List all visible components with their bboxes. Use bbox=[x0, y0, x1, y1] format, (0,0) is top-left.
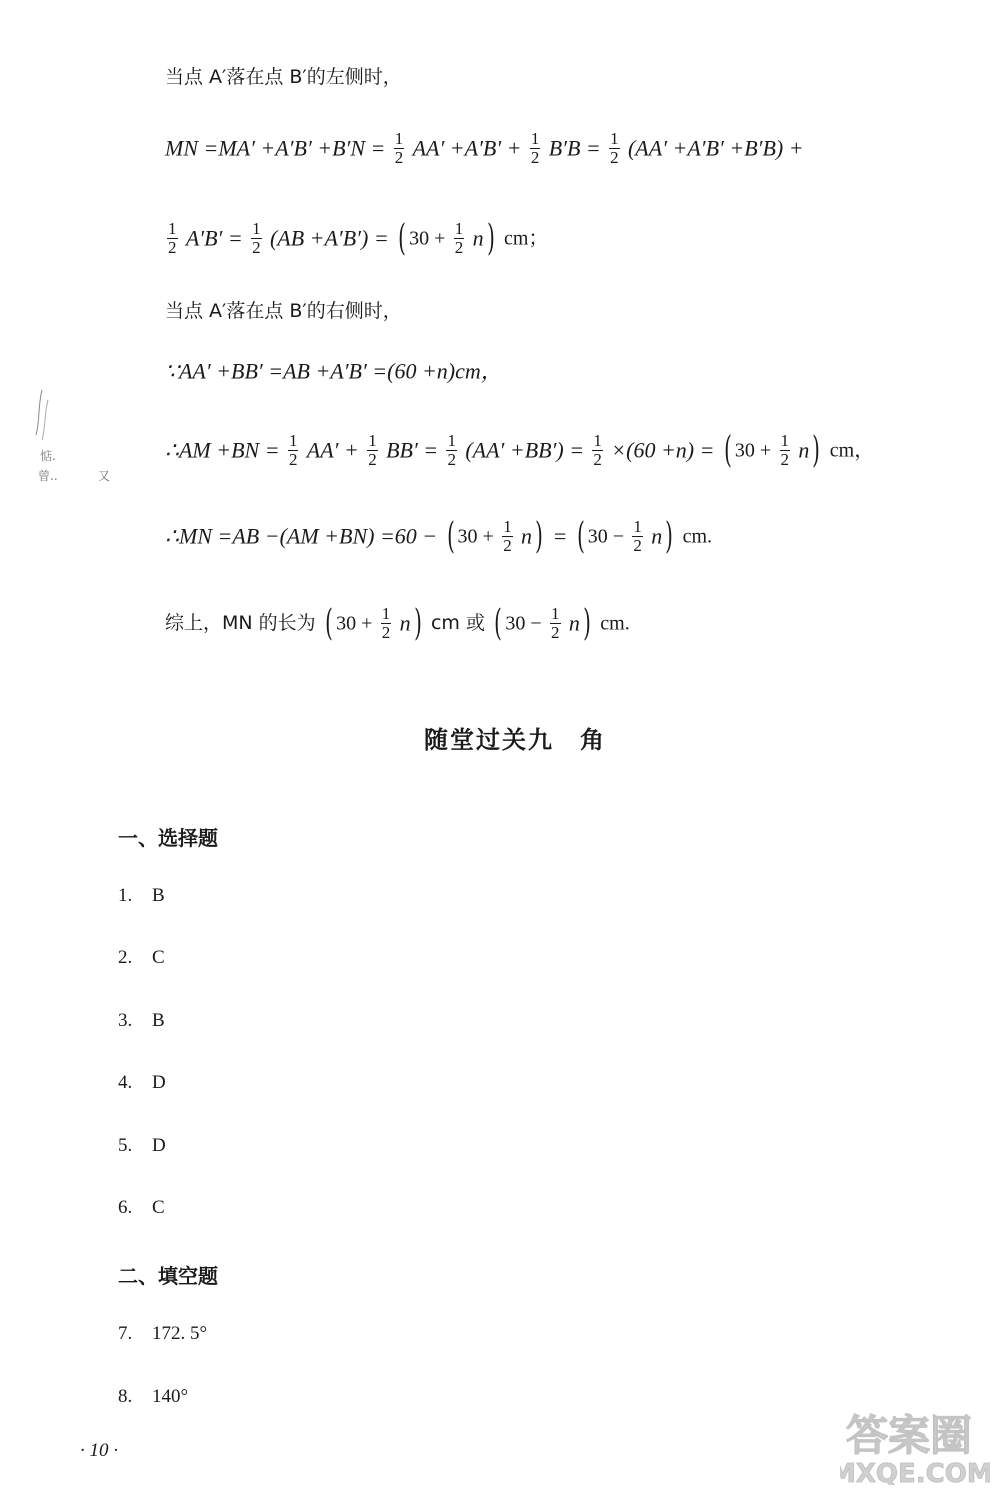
svg-text:惦.: 惦. bbox=[40, 449, 56, 463]
fraction-half: $\frac{1}{2}$ bbox=[288, 431, 298, 469]
answer-item: 3. B bbox=[118, 1010, 165, 1031]
fraction-half: $\frac{1}{2}$ bbox=[633, 517, 642, 555]
watermark-logo bbox=[840, 1400, 990, 1485]
fraction-half: $\frac{1}{2}$ bbox=[394, 129, 404, 167]
answer-item: 8. 140° bbox=[118, 1386, 189, 1407]
answer-item: 6. C bbox=[118, 1197, 165, 1218]
fraction-half: $\frac{1}{2}$ bbox=[780, 431, 790, 469]
answer-item: 5. D bbox=[118, 1135, 166, 1156]
page-number: · 10 · bbox=[80, 1440, 118, 1461]
fraction-half: $\frac{1}{2}$ bbox=[530, 129, 540, 167]
fraction-half: $\frac{1}{2}$ bbox=[447, 431, 456, 469]
fraction-half: $\frac{1}{2}$ bbox=[503, 517, 512, 555]
scan-artifact bbox=[30, 380, 120, 500]
answer-item: 7. 172. 5° bbox=[118, 1323, 208, 1344]
svg-text:曾..: 曾.. bbox=[38, 469, 58, 483]
svg-text:答案圈: 答案圈 bbox=[846, 1411, 973, 1460]
fraction-half: $\frac{1}{2}$ bbox=[168, 219, 177, 257]
section-title: 随堂过关九 角 bbox=[424, 726, 606, 754]
answer-item: 2. C bbox=[118, 947, 165, 968]
equation-mn-left-cont: $\frac{1}{2}$ A′B′ = $\frac{1}{2}$ (AB +A′B′) = ( 30 + $\frac{1}{2}$ n) cm； bbox=[168, 217, 549, 259]
equation-mn-left: MN =MA′ +A′B′ +B′N = $\frac{1}{2}$ AA′ +A′B′ + $\frac{1}{2}$ B′B = $\frac{1}{2}$ (AA′ +A′B′ +B′B) + bbox=[165, 129, 804, 167]
equation-because: ∵AA′ +BB′ =AB +A′B′ =(60 +n)cm， bbox=[165, 358, 503, 384]
equation-mn-right: ∴MN =AB −(AM +BN) =60 − ( 30 + $\frac{1}{2}$ n) = ( 30 − $\frac{1}{2}$ n) cm. bbox=[165, 515, 713, 557]
fraction-half: $\frac{1}{2}$ bbox=[610, 129, 619, 167]
fraction-half: $\frac{1}{2}$ bbox=[381, 604, 391, 642]
section-heading-choice: 一、选择题 bbox=[118, 826, 218, 850]
case-right-text: 当点 A′落在点 B′的右侧时， bbox=[165, 300, 402, 322]
summary-line: 综上，MN 的长为 ( 30 + $\frac{1}{2}$ n) cm 或 ( 30 − $\frac{1}{2}$ n) cm. bbox=[165, 602, 630, 644]
case-left-text: 当点 A′落在点 B′的左侧时， bbox=[165, 66, 402, 88]
fraction-half: $\frac{1}{2}$ bbox=[368, 431, 377, 469]
svg-text:MXQE.COM: MXQE.COM bbox=[840, 1459, 990, 1485]
fraction-half: $\frac{1}{2}$ bbox=[454, 219, 464, 257]
fraction-half: $\frac{1}{2}$ bbox=[551, 604, 560, 642]
answer-item: 4. D bbox=[118, 1072, 166, 1093]
equation-am-bn: ∴AM +BN = $\frac{1}{2}$ AA′ + $\frac{1}{2}$ BB′ = $\frac{1}{2}$ (AA′ +BB′) = $\frac{1}{2}$ ×(60 +n) = ( 30 + $\frac{1}{2}$ n) cm， bbox=[165, 429, 875, 471]
fraction-half: $\frac{1}{2}$ bbox=[252, 219, 261, 257]
svg-text:又: 又 bbox=[98, 469, 111, 483]
answer-item: 1. B bbox=[118, 885, 165, 906]
section-heading-fill: 二、填空题 bbox=[118, 1264, 218, 1288]
fraction-half: $\frac{1}{2}$ bbox=[593, 431, 602, 469]
